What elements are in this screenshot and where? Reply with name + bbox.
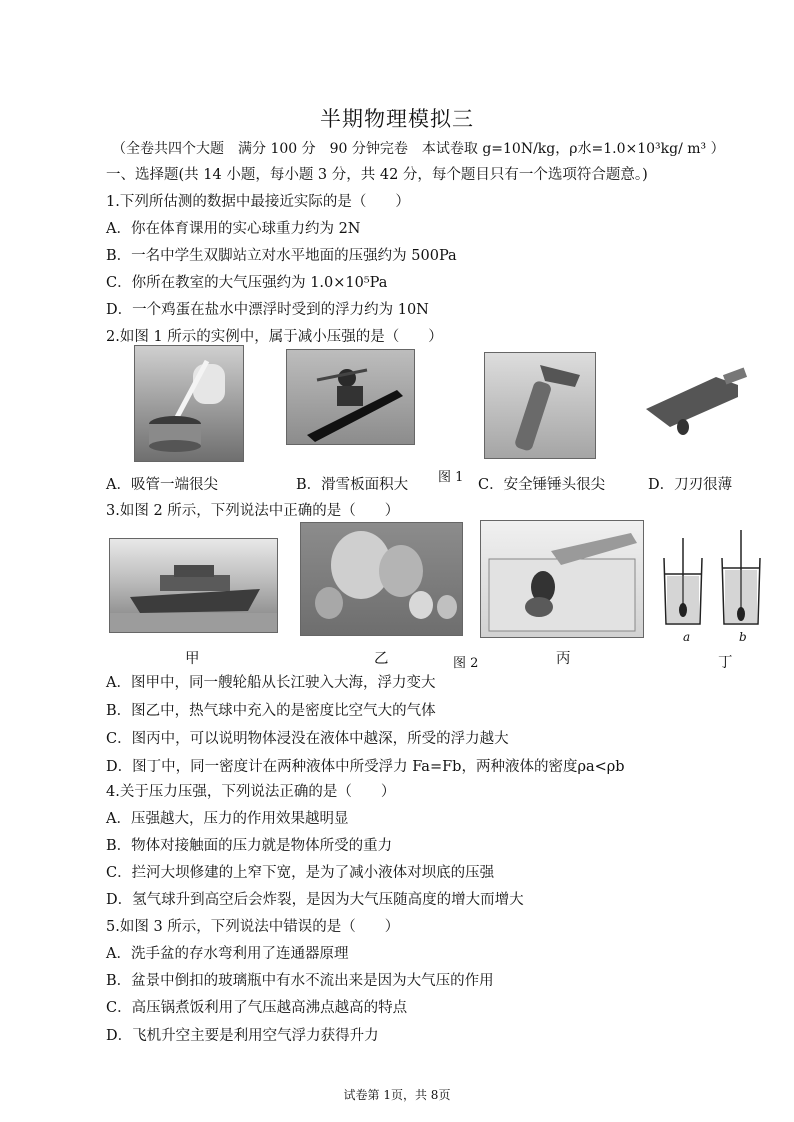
question-4-option-a: A．压强越大，压力的作用效果越明显 [106, 811, 349, 827]
figure1-ski-photo [286, 349, 415, 445]
figure2-label: 图 2 [453, 656, 479, 671]
figure2-label-bing: 丙 [556, 651, 571, 667]
question-1-option-c: C．你所在教室的大气压强约为 1.0×10⁵Pa [106, 275, 388, 291]
figure2-label-yi: 乙 [374, 651, 389, 667]
figure2-hydrometer-diagram [658, 524, 768, 642]
figure1-knife-photo [638, 357, 748, 437]
figure1-caption-d: D．刀刃很薄 [648, 477, 733, 493]
question-4-option-d: D．氢气球升到高空后会炸裂，是因为大气压随高度的增大而增大 [106, 892, 524, 908]
figure2-balloon-photo [300, 522, 463, 636]
question-3-option-b: B．图乙中，热气球中充入的是密度比空气大的气体 [106, 703, 436, 719]
question-3-option-d: D．图丁中，同一密度计在两种液体中所受浮力 Fa=Fb，两种液体的密度ρa<ρb [106, 759, 625, 775]
question-4-stem: 4.关于压力压强，下列说法正确的是（ ） [106, 784, 396, 800]
question-3-option-a: A．图甲中，同一艘轮船从长江驶入大海，浮力变大 [106, 675, 436, 691]
section-choice-heading: 一、选择题(共 14 小题，每小题 3 分，共 42 分，每个题目只有一个选项符合题意。) [106, 167, 648, 183]
question-5-option-a: A．洗手盆的存水弯利用了连通器原理 [106, 946, 349, 962]
question-2-stem: 2.如图 1 所示的实例中，属于减小压强的是（ ） [106, 329, 443, 345]
question-3-option-c: C．图丙中，可以说明物体浸没在液体中越深，所受的浮力越大 [106, 731, 509, 747]
figure1-caption-a: A．吸管一端很尖 [106, 477, 218, 493]
question-4-option-b: B．物体对接触面的压力就是物体所受的重力 [106, 838, 393, 854]
figure2-tube-a-label: a [683, 630, 691, 644]
exam-header-note: （全卷共四个大题 满分 100 分 90 分钟完卷 本试卷取 g=10N/kg，ρ水=1.0×10³kg/ m³ ） [112, 141, 725, 157]
question-5-option-c: C．高压锅煮饭利用了气压越高沸点越高的特点 [106, 1000, 408, 1016]
question-1-option-b: B．一名中学生双脚站立对水平地面的压强约为 500Pa [106, 248, 457, 264]
figure1-hammer-photo [484, 352, 596, 459]
figure2-label-jia: 甲 [185, 651, 200, 667]
figure2-tube-b-label: b [739, 630, 747, 644]
figure1-label: 图 1 [438, 470, 464, 485]
question-1-option-d: D．一个鸡蛋在盐水中漂浮时受到的浮力约为 10N [106, 302, 429, 318]
figure1-caption-b: B．滑雪板面积大 [296, 477, 409, 493]
question-1-stem: 1.下列所估测的数据中最接近实际的是（ ） [106, 194, 410, 210]
page-footer: 试卷第 1页，共 8页 [343, 1088, 451, 1102]
figure1-straw-photo [134, 345, 244, 462]
question-5-stem: 5.如图 3 所示，下列说法中错误的是（ ） [106, 919, 400, 935]
figure2-ship-photo [109, 538, 278, 633]
figure2-beaker-photo [480, 520, 644, 638]
figure1-caption-c: C．安全锤锤头很尖 [478, 477, 606, 493]
question-1-option-a: A．你在体育课用的实心球重力约为 2N [106, 221, 361, 237]
question-4-option-c: C．拦河大坝修建的上窄下宽，是为了减小液体对坝底的压强 [106, 865, 495, 881]
figure2-label-ding: 丁 [718, 655, 733, 671]
question-3-stem: 3.如图 2 所示，下列说法中正确的是（ ） [106, 503, 400, 519]
question-5-option-d: D．飞机升空主要是利用空气浮力获得升力 [106, 1028, 379, 1044]
question-5-option-b: B．盆景中倒扣的玻璃瓶中有水不流出来是因为大气压的作用 [106, 973, 494, 989]
page-title: 半期物理模拟三 [320, 107, 474, 131]
